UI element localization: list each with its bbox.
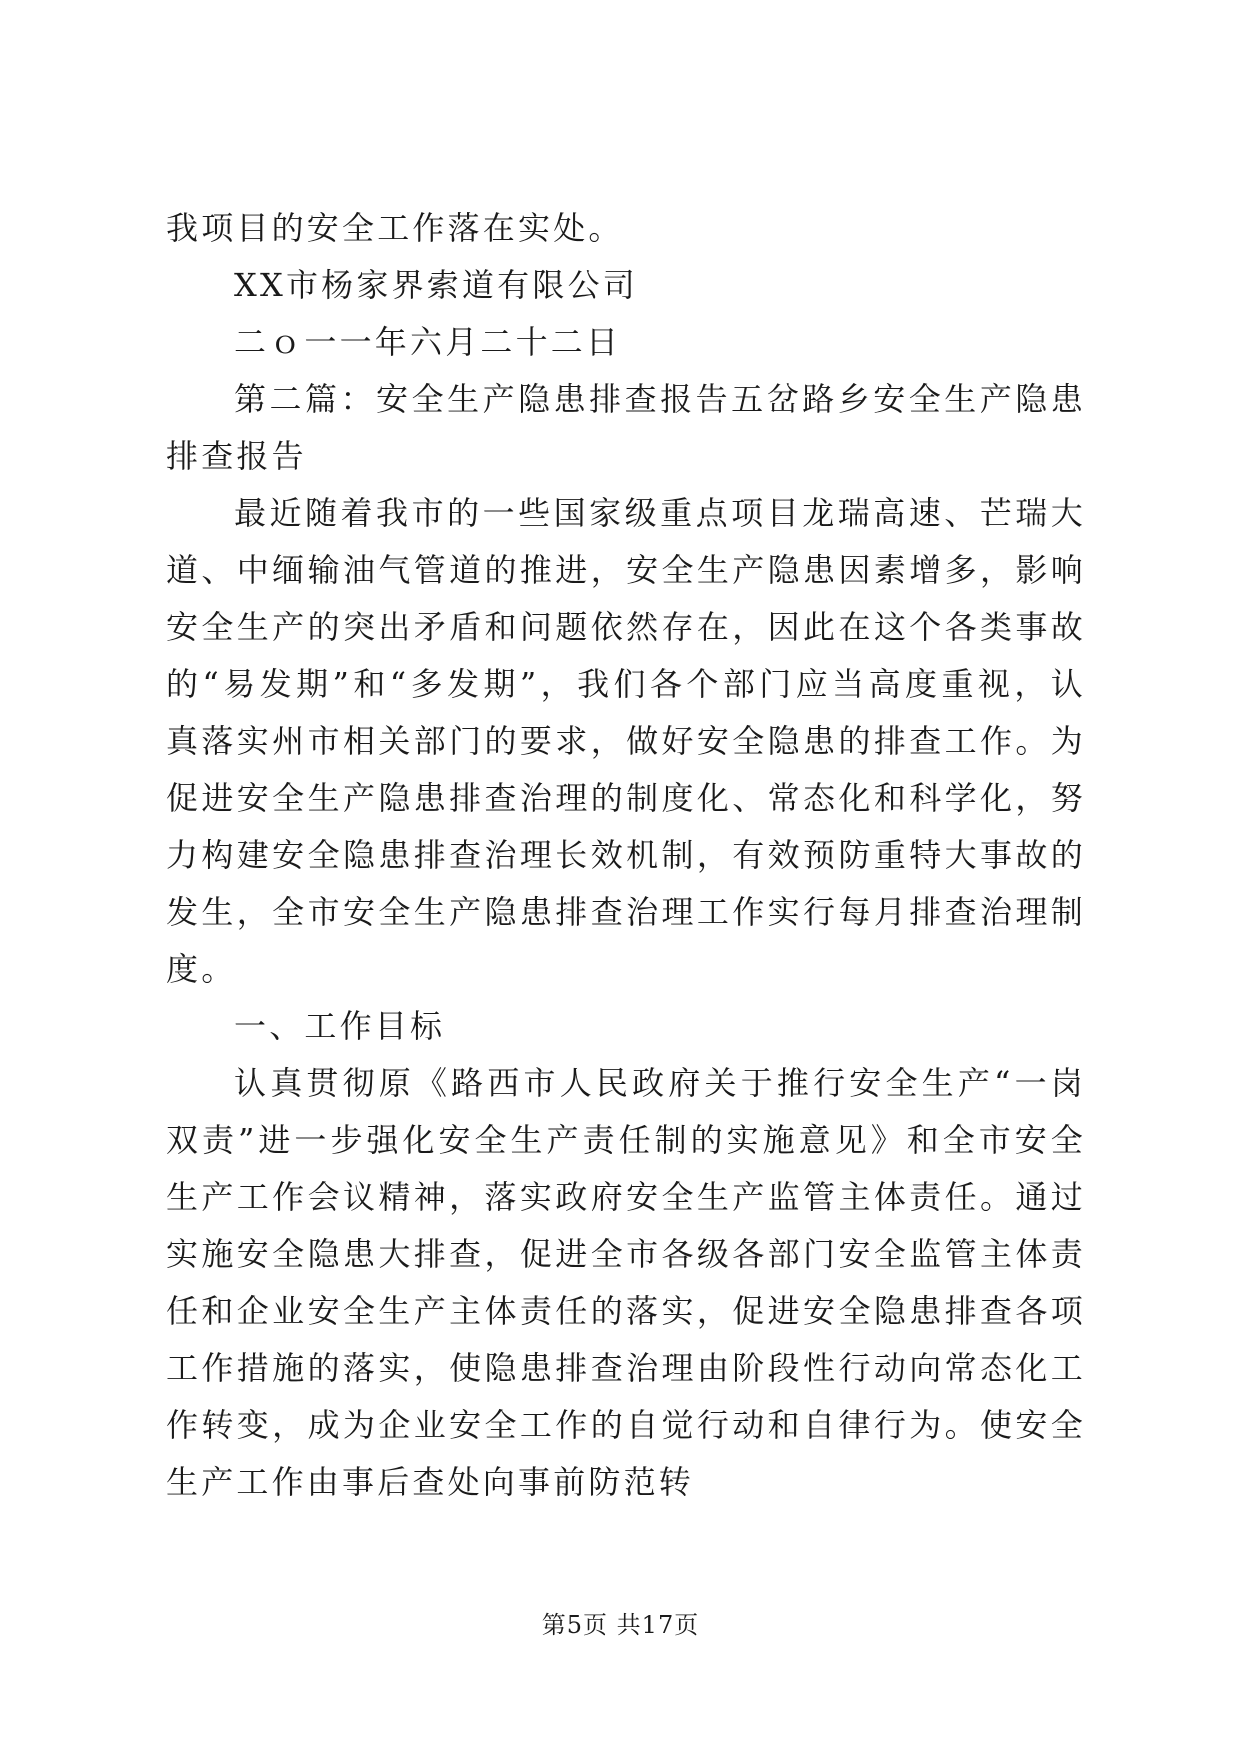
document-date: 二ｏ一一年六月二十二日: [234, 323, 622, 361]
document-body: [166, 200, 1086, 1511]
page-footer: 第5页 共17页: [541, 1611, 700, 1639]
paragraph-intro: 最近随着我市的一些国家级重点项目龙瑞高速、芒瑞大道、中缅输油气管道的推进，安全生产隐患因素增多，影响安全生产的突出矛盾和问题依然存在，因此在这个各类事故的“易发期”和“多发期”，我们各个部门应当高度重视，认真落实州市相关部门的要求，做好安全隐患的排查工作。为促进安全生产隐患排查治理的制度化、常态化和科学化，努力构建安全隐患排查治理长效机制，有效预防重特大事故的发生，全市安全生产隐患排查治理工作实行每月排查治理制度。: [166, 494, 1086, 988]
paragraph-continuation: 我项目的安全工作落在实处。: [166, 209, 624, 247]
section-title: 第二篇：安全生产隐患排查报告五岔路乡安全生产隐患排查报告: [166, 380, 1086, 475]
heading-work-goal: 一、工作目标: [234, 1007, 446, 1045]
company-name: XX市杨家界索道有限公司: [234, 266, 638, 304]
paragraph-work-goal: 认真贯彻原《路西市人民政府关于推行安全生产“一岗双责”进一步强化安全生产责任制的实施意见》和全市安全生产工作会议精神，落实政府安全生产监管主体责任。通过实施安全隐患大排查，促进全市各级各部门安全监管主体责任和企业安全生产主体责任的落实，促进安全隐患排查各项工作措施的落实，使隐患排查治理由阶段性行动向常态化工作转变，成为企业安全工作的自觉行动和自律行为。使安全生产工作由事后查处向事前防范转: [166, 1064, 1086, 1501]
